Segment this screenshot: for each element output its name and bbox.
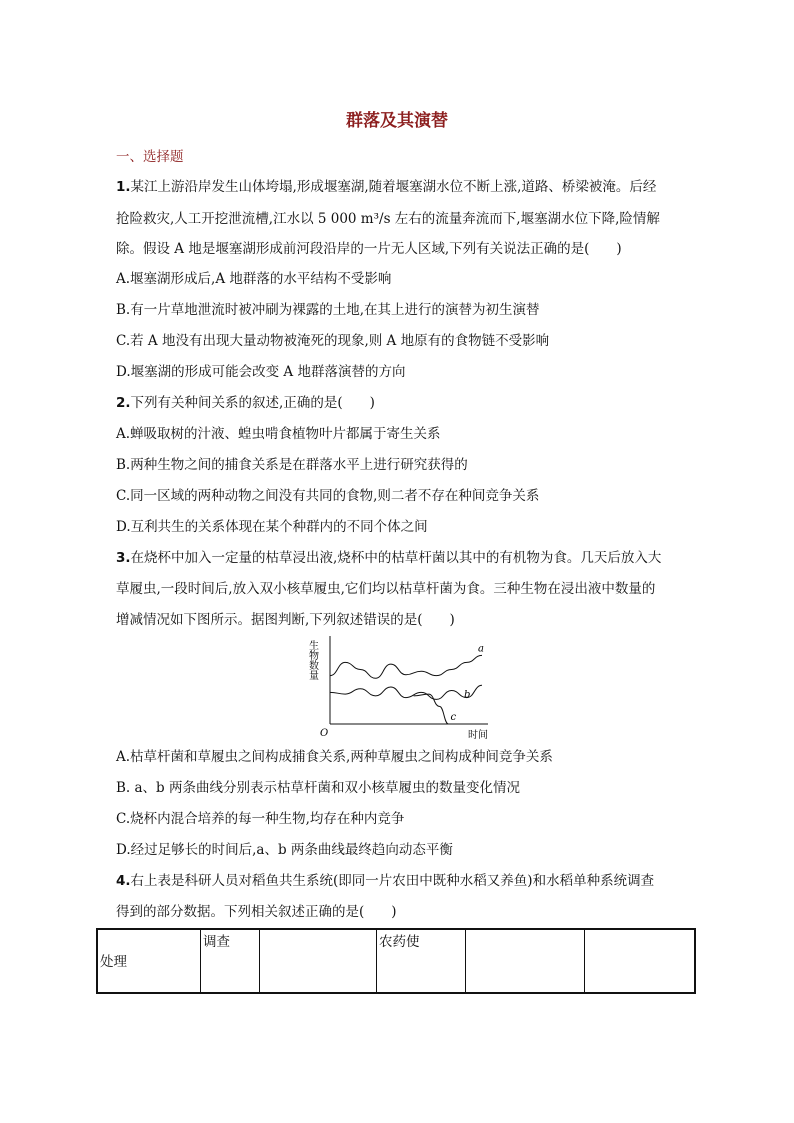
q3-option-d: D.经过足够长的时间后,a、b 两条曲线最终趋向动态平衡	[116, 842, 453, 858]
series-line-a	[330, 655, 482, 678]
q3-number: 3.	[116, 550, 131, 566]
q2-option-d: D.互利共生的关系体现在某个种群内的不同个体之间	[116, 519, 428, 535]
q1-option-d: D.堰塞湖的形成可能会改变 A 地群落演替的方向	[116, 364, 406, 380]
table-cell-treatment: 处理	[97, 929, 201, 993]
series-label-a: a	[478, 643, 484, 655]
q3-option-c: C.烧杯内混合培养的每一种生物,均存在种内竞争	[116, 811, 405, 827]
q2-option-c: C.同一区域的两种动物之间没有共同的食物,则二者不存在种间竞争关系	[116, 488, 540, 504]
q1-line-2: 抢险救灾,人工开挖泄流槽,江水以 5 000 m³/s 左右的流量奔流而下,堰塞湖水位下降,险情解	[116, 211, 660, 227]
q2-option-a: A.蝉吸取树的汁液、蝗虫啃食植物叶片都属于寄生关系	[116, 426, 441, 442]
q3-line-2: 草履虫,一段时间后,放入双小核草履虫,它们均以枯草杆菌为食。三种生物在浸出液中数量的	[116, 581, 656, 597]
section-heading: 一、选择题	[116, 149, 184, 165]
q1-option-c: C.若 A 地没有出现大量动物被淹死的现象,则 A 地原有的食物链不受影响	[116, 333, 550, 349]
table-cell-pesticide: 农药使	[377, 929, 466, 993]
q3-line-3: 增减情况如下图所示。据图判断,下列叙述错误的是( )	[116, 612, 455, 628]
table-cell	[585, 929, 696, 993]
population-chart	[300, 632, 490, 744]
series-label-c: c	[450, 712, 457, 723]
table-row	[97, 929, 695, 993]
series-line-c	[414, 694, 449, 724]
series-line-b	[330, 685, 482, 699]
table-cell	[466, 929, 585, 993]
q3-option-a: A.枯草杆菌和草履虫之间构成捕食关系,两种草履虫之间构成种间竞争关系	[116, 749, 553, 765]
q2-number: 2.	[116, 395, 131, 411]
series-label-b: b	[464, 689, 471, 701]
y-axis-label: 生物数量	[306, 640, 318, 680]
table-cell-survey: 调查	[201, 929, 260, 993]
page-title: 群落及其演替	[346, 111, 448, 131]
q4-line-1: 4.右上表是科研人员对稻鱼共生系统(即同一片农田中既种水稻又养鱼)和水稻单种系统调查	[116, 873, 655, 889]
table-cell	[260, 929, 377, 993]
q1-line-1: 1.某江上游沿岸发生山体垮塌,形成堰塞湖,随着堰塞湖水位不断上涨,道路、桥梁被淹。后经	[116, 179, 657, 195]
data-table	[96, 928, 696, 994]
q3-line-1: 3.在烧杯中加入一定量的枯草浸出液,烧杯中的枯草杆菌以其中的有机物为食。几天后放入大	[116, 550, 662, 566]
q2-stem: 2.下列有关种间关系的叙述,正确的是( )	[116, 395, 375, 411]
origin-label: O	[320, 728, 329, 739]
q1-option-b: B.有一片草地泄流时被冲刷为裸露的土地,在其上进行的演替为初生演替	[116, 302, 540, 318]
q4-number: 4.	[116, 873, 131, 889]
q1-line-3: 除。假设 A 地是堰塞湖形成前河段沿岸的一片无人区域,下列有关说法正确的是( )	[116, 241, 622, 257]
q2-option-b: B.两种生物之间的捕食关系是在群落水平上进行研究获得的	[116, 457, 468, 473]
q3-option-b: B. a、b 两条曲线分别表示枯草杆菌和双小核草履虫的数量变化情况	[116, 780, 520, 796]
q1-number: 1.	[116, 179, 131, 195]
x-axis-label: 时间	[468, 730, 488, 741]
q1-option-a: A.堰塞湖形成后,A 地群落的水平结构不受影响	[116, 271, 392, 287]
q4-line-2: 得到的部分数据。下列相关叙述正确的是( )	[116, 904, 397, 920]
